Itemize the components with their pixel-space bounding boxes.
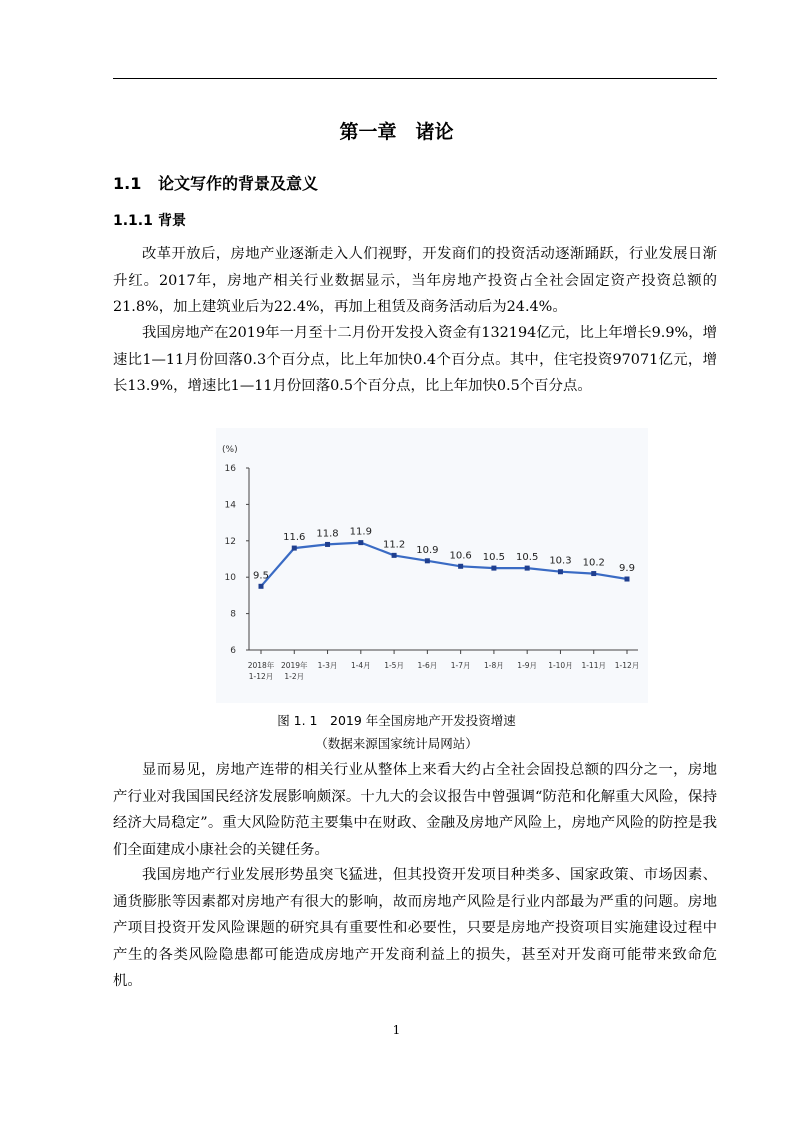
data-point bbox=[558, 569, 563, 574]
data-label: 10.3 bbox=[549, 555, 572, 567]
data-point bbox=[358, 540, 363, 545]
paragraph-3: 显而易见，房地产连带的相关行业从整体上来看大约占全社会固投总额的四分之一，房地产行业对我国国民经济发展影响颇深。十九大的会议报告中曾强调“防范和化解重大风险，保持经济大局稳定”。重大风险防范主要集中在财政、金融及房地产风险上，房地产风险的防控是我们全面建成小康社会的关键任务。 bbox=[113, 762, 717, 858]
x-tick-label: 1-7月 bbox=[450, 661, 471, 670]
y-axis-unit: (%) bbox=[222, 445, 238, 455]
data-point bbox=[591, 571, 596, 576]
investment-growth-chart bbox=[216, 428, 648, 703]
x-tick-label: 1-8月 bbox=[484, 661, 504, 670]
x-tick-label: 1-3月 bbox=[317, 661, 338, 670]
data-point bbox=[425, 558, 430, 563]
data-label: 9.9 bbox=[619, 563, 635, 575]
y-tick-label: 6 bbox=[230, 646, 236, 656]
data-label: 11.9 bbox=[349, 526, 372, 538]
data-label: 10.2 bbox=[582, 557, 605, 569]
data-point bbox=[458, 564, 463, 569]
data-label: 10.5 bbox=[516, 552, 539, 564]
page-number: 1 bbox=[392, 1023, 401, 1037]
chart-svg bbox=[216, 428, 648, 703]
y-tick-label: 8 bbox=[230, 609, 236, 620]
data-point bbox=[325, 542, 330, 547]
data-label: 11.8 bbox=[316, 528, 339, 540]
data-point bbox=[392, 553, 397, 558]
paragraph-1: 改革开放后，房地产业逐渐走入人们视野，开发商们的投资活动逐渐踊跃，行业发展日渐升红。2017年，房地产相关行业数据显示，当年房地产投资占全社会固定资产投资总额的21.8%，加上建筑业后为22.4%，再加上租赁及商务活动后为24.4%。 bbox=[113, 246, 717, 315]
paragraph-2: 我国房地产在2019年一月至十二月份开发投入资金有132194亿元，比上年增长9.9%，增速比1—11月份回落0.3个百分点，比上年加快0.4个百分点。其中，住宅投资97071亿元，增长13.9%，增速比1—11月份回落0.5个百分点，比上年加快0.5个百分点。 bbox=[113, 325, 717, 394]
data-point bbox=[525, 566, 530, 571]
x-tick-label: 1-6月 bbox=[417, 661, 438, 670]
x-tick-label: 1-10月 bbox=[548, 661, 573, 670]
subsection-heading bbox=[113, 210, 186, 230]
subsection-title: 背景 bbox=[158, 213, 186, 229]
section-title: 论文写作的背景及意义 bbox=[158, 174, 319, 193]
figure-source: （数据来源国家统计局网站） bbox=[315, 736, 478, 751]
y-tick-label: 12 bbox=[224, 536, 236, 547]
section-number: 1.1 bbox=[113, 174, 142, 193]
data-point bbox=[491, 566, 496, 571]
x-tick-label: 2019年 1-2月 bbox=[280, 661, 308, 681]
paragraph-4: 我国房地产行业发展形势虽突飞猛进，但其投资开发项目种类多、国家政策、市场因素、通货膨胀等因素都对房地产有很大的影响，故而房地产风险是行业内部最为严重的问题。房地产项目投资开发风险课题的研究具有重要性和必要性，只要是房地产投资项目实施建设过程中产生的各类风险隐患都可能造成房地产开发商利益上的损失，甚至对开发商可能带来致命危机。 bbox=[113, 867, 717, 989]
data-label: 10.6 bbox=[449, 550, 472, 562]
y-tick-label: 14 bbox=[224, 500, 236, 511]
data-label: 10.5 bbox=[482, 552, 506, 564]
data-point bbox=[259, 584, 264, 589]
x-tick-label: 1-11月 bbox=[581, 661, 606, 670]
y-tick-label: 16 bbox=[224, 464, 236, 474]
section-heading bbox=[113, 171, 318, 194]
y-tick-label: 10 bbox=[224, 573, 236, 584]
x-tick-label: 1-4月 bbox=[350, 661, 371, 670]
data-label: 10.9 bbox=[416, 544, 439, 556]
chapter-title: 第一章 诸论 bbox=[339, 121, 454, 143]
x-tick-label: 1-12月 bbox=[614, 661, 640, 670]
data-point bbox=[292, 546, 297, 551]
header-rule bbox=[113, 78, 717, 79]
x-tick-label: 1-5月 bbox=[384, 661, 404, 670]
data-label: 11.6 bbox=[283, 532, 306, 544]
subsection-number: 1.1.1 bbox=[113, 213, 153, 229]
data-label: 11.2 bbox=[382, 539, 406, 551]
data-label: 9.5 bbox=[253, 570, 269, 582]
figure-caption: 图 1. 1 2019 年全国房地产开发投资增速 bbox=[277, 713, 516, 728]
x-tick-label: 2018年 1-12月 bbox=[247, 661, 275, 681]
data-point bbox=[625, 577, 630, 582]
x-tick-label: 1-9月 bbox=[517, 661, 538, 670]
